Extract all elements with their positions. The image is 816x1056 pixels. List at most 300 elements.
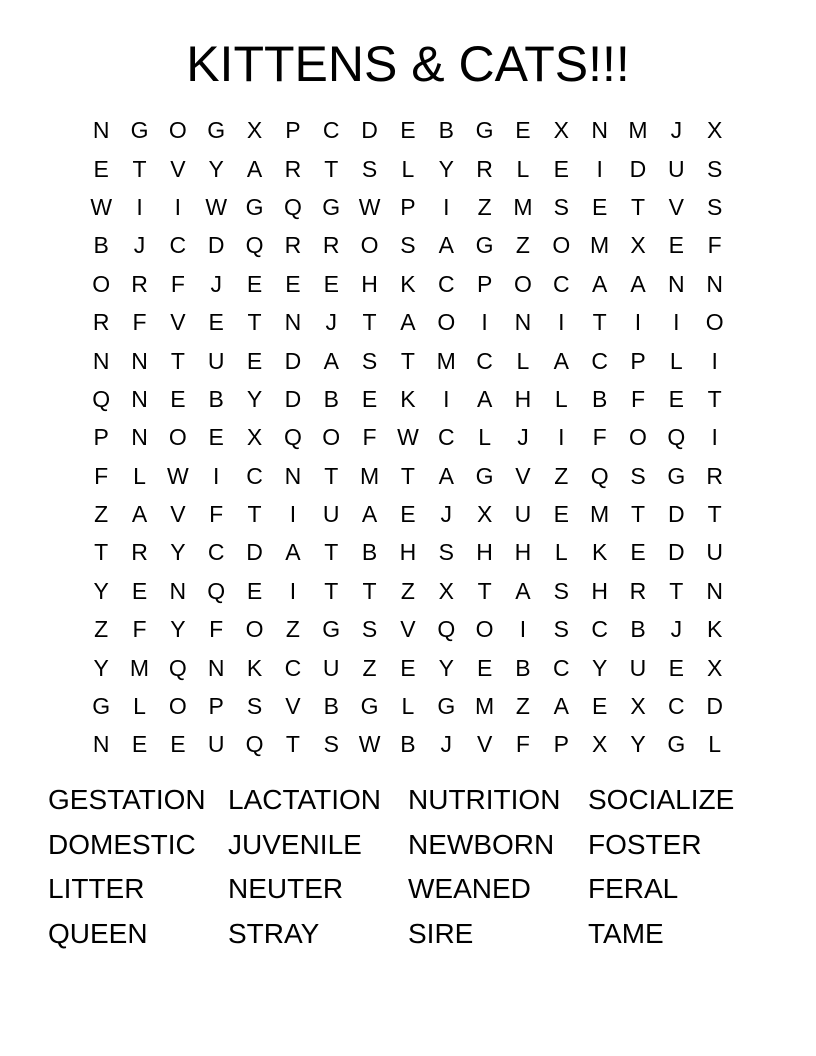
grid-letter: E <box>400 117 416 144</box>
grid-letter: E <box>400 654 416 681</box>
grid-letter: E <box>476 654 493 681</box>
grid-letter: P <box>93 424 109 451</box>
grid-letter: N <box>284 309 302 336</box>
grid-letter: J <box>325 309 337 336</box>
grid-letter: L <box>401 693 415 720</box>
grid-letter: G <box>92 693 111 720</box>
grid-letter: X <box>630 232 646 259</box>
grid-letter: N <box>514 309 532 336</box>
grid-letter: I <box>443 193 450 220</box>
word-list-item: WEANED <box>408 873 531 905</box>
grid-letter: G <box>667 462 686 489</box>
grid-letter: V <box>170 501 186 528</box>
grid-letter: I <box>289 577 297 604</box>
grid-letter: E <box>553 155 569 182</box>
grid-letter: W <box>358 193 381 220</box>
grid-letter: Q <box>283 193 302 220</box>
grid-letter: I <box>558 309 565 336</box>
grid-letter: E <box>400 501 416 528</box>
grid-letter: U <box>706 539 723 566</box>
grid-letter: M <box>129 654 150 681</box>
grid-letter: O <box>92 270 111 297</box>
grid-letter: A <box>285 539 301 566</box>
grid-letter: Y <box>170 616 186 643</box>
grid-letter: S <box>400 232 416 259</box>
grid-letter: E <box>591 193 608 220</box>
grid-letter: E <box>93 155 109 182</box>
grid-letter: T <box>477 577 492 604</box>
grid-letter: H <box>591 577 608 604</box>
grid-letter: V <box>515 462 531 489</box>
grid-letter: A <box>246 155 263 182</box>
grid-letter: M <box>513 193 533 220</box>
grid-letter: U <box>668 155 685 182</box>
grid-letter: E <box>131 731 148 758</box>
grid-letter: E <box>208 424 224 451</box>
grid-letter: I <box>673 309 680 336</box>
grid-letter: C <box>591 347 608 374</box>
grid-letter: R <box>629 577 647 604</box>
grid-letter: E <box>323 270 339 297</box>
grid-letter: F <box>362 424 377 451</box>
grid-letter: K <box>591 539 608 566</box>
grid-letter: Z <box>94 501 109 528</box>
word-list-item: NEUTER <box>228 873 344 905</box>
grid-letter: J <box>210 270 222 297</box>
grid-letter: A <box>323 347 339 374</box>
grid-row <box>82 341 734 379</box>
letter-grid <box>82 111 734 764</box>
grid-letter: J <box>440 731 453 758</box>
word-list-item: LITTER <box>48 873 145 905</box>
grid-row <box>82 188 734 226</box>
grid-letter: Y <box>93 654 109 681</box>
grid-letter: U <box>514 501 532 528</box>
grid-letter: H <box>514 539 532 566</box>
word-list-item: GESTATION <box>48 784 206 815</box>
grid-letter: T <box>132 155 147 182</box>
grid-letter: P <box>285 117 301 144</box>
grid-letter: S <box>246 693 263 720</box>
grid-letter: Y <box>630 731 646 758</box>
grid-letter: S <box>553 577 569 604</box>
grid-letter: V <box>476 731 493 758</box>
grid-letter: N <box>284 462 302 489</box>
grid-letter: R <box>706 462 723 489</box>
grid-letter: V <box>170 155 186 182</box>
grid-letter: F <box>170 270 185 297</box>
grid-letter: X <box>707 654 723 681</box>
grid-letter: I <box>596 155 603 182</box>
grid-letter: X <box>246 424 263 451</box>
grid-letter: A <box>553 693 569 720</box>
grid-letter: L <box>708 731 722 758</box>
grid-row <box>82 687 734 725</box>
grid-letter: W <box>90 193 113 220</box>
grid-letter: A <box>591 270 608 297</box>
grid-letter: O <box>322 424 341 451</box>
grid-letter: Q <box>283 424 302 451</box>
grid-letter: Z <box>285 616 300 643</box>
grid-letter: P <box>208 693 224 720</box>
grid-letter: L <box>133 693 146 720</box>
grid-letter: F <box>209 501 224 528</box>
grid-letter: K <box>707 616 723 643</box>
grid-row <box>82 111 734 149</box>
word-list-item: SOCIALIZE <box>588 784 735 815</box>
grid-letter: T <box>324 577 339 604</box>
grid-letter: T <box>400 347 415 374</box>
word-list-item: STRAY <box>228 918 320 950</box>
grid-letter: R <box>92 309 110 336</box>
grid-row <box>82 725 734 763</box>
grid-row <box>82 610 734 648</box>
grid-letter: E <box>170 385 186 412</box>
grid-letter: F <box>630 385 646 412</box>
grid-row <box>82 495 734 533</box>
grid-letter: D <box>246 539 263 566</box>
word-list-item: NEWBORN <box>408 828 555 860</box>
grid-letter: A <box>400 309 416 336</box>
grid-letter: I <box>443 385 450 412</box>
grid-letter: C <box>591 616 608 643</box>
grid-letter: E <box>668 232 684 259</box>
grid-letter: E <box>591 693 608 720</box>
puzzle-title: KITTENS & CATS!!! <box>186 36 630 92</box>
grid-letter: L <box>133 462 146 489</box>
word-list-item: TAME <box>588 918 664 950</box>
grid-letter: A <box>131 501 148 528</box>
grid-letter: T <box>247 309 262 336</box>
grid-letter: E <box>515 117 531 144</box>
grid-letter: Q <box>245 232 264 259</box>
grid-letter: L <box>516 155 530 182</box>
grid-letter: V <box>668 193 684 220</box>
grid-letter: N <box>668 270 685 297</box>
grid-letter: A <box>438 232 454 259</box>
grid-letter: Z <box>554 462 569 489</box>
grid-letter: Y <box>246 385 263 412</box>
grid-letter: E <box>361 385 378 412</box>
grid-row <box>82 457 734 495</box>
grid-letter: B <box>323 693 339 720</box>
grid-letter: L <box>401 155 415 182</box>
grid-letter: J <box>670 616 683 643</box>
grid-letter: W <box>358 731 381 758</box>
grid-letter: L <box>516 347 530 374</box>
grid-letter: X <box>476 501 493 528</box>
word-list-item: NUTRITION <box>408 784 561 815</box>
word-list <box>48 778 768 957</box>
grid-letter: T <box>362 577 377 604</box>
grid-letter: G <box>475 117 494 144</box>
grid-letter: O <box>168 117 187 144</box>
grid-letter: V <box>170 309 186 336</box>
grid-letter: D <box>284 385 302 412</box>
grid-letter: K <box>400 385 416 412</box>
grid-letter: R <box>131 270 148 297</box>
grid-letter: E <box>630 539 646 566</box>
grid-letter: N <box>131 424 148 451</box>
grid-letter: J <box>133 232 146 259</box>
grid-letter: N <box>169 577 187 604</box>
grid-letter: M <box>359 462 380 489</box>
grid-letter: K <box>400 270 416 297</box>
word-list-item: DOMESTIC <box>48 828 196 860</box>
grid-letter: W <box>397 424 419 451</box>
grid-letter: N <box>92 347 110 374</box>
grid-letter: I <box>634 309 642 336</box>
grid-letter: V <box>285 693 301 720</box>
grid-letter: A <box>553 347 569 374</box>
grid-letter: I <box>711 424 718 451</box>
grid-letter: S <box>361 155 378 182</box>
grid-row <box>82 572 734 610</box>
grid-letter: I <box>519 616 527 643</box>
grid-letter: G <box>667 731 686 758</box>
grid-letter: O <box>629 424 647 451</box>
grid-letter: N <box>92 731 110 758</box>
grid-letter: X <box>246 117 263 144</box>
grid-letter: L <box>554 539 568 566</box>
grid-letter: D <box>668 501 685 528</box>
grid-letter: U <box>322 501 340 528</box>
grid-letter: F <box>209 616 224 643</box>
grid-letter: L <box>554 385 568 412</box>
grid-letter: Q <box>245 731 264 758</box>
grid-letter: F <box>94 462 109 489</box>
grid-row <box>82 380 734 418</box>
grid-letter: D <box>629 155 647 182</box>
grid-letter: B <box>400 731 416 758</box>
grid-letter: E <box>246 577 263 604</box>
grid-letter: O <box>245 616 264 643</box>
grid-letter: Q <box>667 424 686 451</box>
grid-letter: T <box>362 309 377 336</box>
grid-letter: A <box>630 270 646 297</box>
grid-letter: Z <box>515 232 530 259</box>
grid-letter: A <box>361 501 378 528</box>
grid-row <box>82 226 734 264</box>
grid-row <box>82 303 734 341</box>
grid-letter: R <box>322 232 340 259</box>
word-list-item: FERAL <box>588 873 679 905</box>
grid-letter: G <box>207 117 226 144</box>
grid-letter: U <box>322 654 340 681</box>
grid-letter: X <box>553 117 569 144</box>
grid-letter: S <box>707 155 723 182</box>
grid-letter: O <box>514 270 532 297</box>
grid-letter: N <box>92 117 110 144</box>
grid-letter: C <box>169 232 187 259</box>
grid-letter: N <box>131 385 148 412</box>
grid-letter: F <box>592 424 607 451</box>
grid-letter: G <box>245 193 264 220</box>
grid-letter: M <box>590 501 610 528</box>
grid-letter: B <box>515 654 531 681</box>
grid-letter: C <box>552 654 570 681</box>
grid-letter: S <box>438 539 454 566</box>
grid-letter: C <box>284 654 302 681</box>
grid-row <box>82 533 734 571</box>
grid-letter: H <box>399 539 417 566</box>
grid-letter: N <box>591 117 608 144</box>
word-list-item: QUEEN <box>48 918 148 950</box>
grid-letter: O <box>437 309 456 336</box>
grid-letter: S <box>361 347 378 374</box>
grid-letter: Y <box>591 654 608 681</box>
grid-letter: L <box>669 347 683 374</box>
grid-letter: X <box>591 731 608 758</box>
grid-letter: M <box>436 347 456 374</box>
grid-letter: B <box>630 616 646 643</box>
grid-letter: C <box>552 270 570 297</box>
grid-letter: E <box>131 577 148 604</box>
grid-letter: I <box>558 424 565 451</box>
grid-letter: J <box>670 117 683 144</box>
grid-letter: S <box>361 616 378 643</box>
grid-letter: B <box>323 385 339 412</box>
grid-letter: I <box>711 347 718 374</box>
grid-letter: T <box>324 155 339 182</box>
grid-letter: B <box>93 232 109 259</box>
grid-letter: U <box>207 347 225 374</box>
grid-row <box>82 149 734 187</box>
grid-letter: B <box>591 385 608 412</box>
grid-letter: Q <box>590 462 609 489</box>
grid-row <box>82 418 734 456</box>
grid-letter: R <box>284 155 302 182</box>
grid-letter: U <box>207 731 225 758</box>
grid-letter: C <box>207 539 225 566</box>
grid-letter: F <box>132 309 147 336</box>
grid-letter: G <box>475 462 494 489</box>
grid-letter: T <box>324 539 339 566</box>
grid-letter: B <box>361 539 378 566</box>
grid-letter: Q <box>437 616 456 643</box>
grid-letter: G <box>360 693 379 720</box>
grid-letter: O <box>552 232 571 259</box>
grid-letter: T <box>669 577 684 604</box>
grid-letter: F <box>515 731 530 758</box>
grid-letter: E <box>246 347 263 374</box>
grid-letter: Z <box>94 616 109 643</box>
grid-letter: I <box>289 501 297 528</box>
grid-letter: I <box>213 462 220 489</box>
grid-letter: G <box>130 117 149 144</box>
grid-letter: R <box>476 155 493 182</box>
grid-letter: C <box>437 270 455 297</box>
grid-letter: S <box>707 193 723 220</box>
grid-letter: T <box>400 462 415 489</box>
grid-letter: M <box>590 232 610 259</box>
grid-letter: O <box>168 424 187 451</box>
grid-letter: B <box>438 117 454 144</box>
grid-letter: F <box>132 616 147 643</box>
grid-letter: H <box>514 385 532 412</box>
grid-letter: Q <box>207 577 226 604</box>
grid-letter: T <box>592 309 607 336</box>
grid-letter: C <box>668 693 685 720</box>
grid-letter: T <box>707 385 722 412</box>
grid-letter: T <box>324 462 339 489</box>
grid-letter: E <box>668 385 684 412</box>
grid-letter: C <box>476 347 493 374</box>
grid-letter: D <box>207 232 225 259</box>
grid-letter: I <box>136 193 143 220</box>
grid-letter: P <box>630 347 646 374</box>
grid-letter: M <box>475 693 495 720</box>
grid-letter: N <box>207 654 225 681</box>
grid-letter: T <box>707 501 722 528</box>
grid-letter: Z <box>362 654 377 681</box>
grid-letter: O <box>705 309 724 336</box>
grid-letter: Q <box>92 385 111 412</box>
grid-letter: R <box>284 232 302 259</box>
grid-letter: T <box>630 193 646 220</box>
grid-letter: X <box>438 577 454 604</box>
grid-letter: J <box>517 424 529 451</box>
word-list-item: JUVENILE <box>228 828 362 860</box>
grid-letter: Z <box>477 193 492 220</box>
grid-letter: S <box>553 193 569 220</box>
grid-letter: Y <box>438 155 454 182</box>
grid-letter: K <box>246 654 263 681</box>
grid-letter: A <box>438 462 454 489</box>
grid-letter: U <box>629 654 647 681</box>
grid-letter: E <box>285 270 301 297</box>
grid-letter: D <box>361 117 378 144</box>
grid-letter: F <box>707 232 722 259</box>
grid-letter: D <box>706 693 723 720</box>
grid-letter: N <box>706 577 723 604</box>
grid-letter: Y <box>208 155 224 182</box>
grid-letter: S <box>323 731 339 758</box>
grid-letter: R <box>131 539 148 566</box>
grid-letter: A <box>476 385 493 412</box>
grid-letter: T <box>247 501 262 528</box>
grid-letter: B <box>208 385 224 412</box>
grid-letter: G <box>322 616 341 643</box>
grid-letter: L <box>478 424 491 451</box>
grid-letter: P <box>476 270 493 297</box>
grid-letter: O <box>360 232 379 259</box>
grid-letter: X <box>630 693 646 720</box>
grid-letter: Y <box>93 577 109 604</box>
grid-letter: A <box>515 577 531 604</box>
grid-letter: N <box>131 347 148 374</box>
grid-letter: C <box>437 424 455 451</box>
grid-letter: E <box>208 309 224 336</box>
grid-letter: I <box>481 309 488 336</box>
grid-letter: O <box>168 693 187 720</box>
grid-letter: T <box>94 539 109 566</box>
grid-letter: H <box>361 270 378 297</box>
grid-letter: E <box>170 731 186 758</box>
grid-letter: H <box>476 539 493 566</box>
word-list-item: SIRE <box>408 918 474 950</box>
grid-letter: D <box>668 539 685 566</box>
word-list-item: LACTATION <box>228 784 381 815</box>
grid-letter: Y <box>170 539 186 566</box>
grid-letter: P <box>553 731 569 758</box>
grid-row <box>82 265 734 303</box>
grid-letter: E <box>668 654 684 681</box>
grid-letter: T <box>285 731 300 758</box>
grid-letter: W <box>167 462 189 489</box>
grid-letter: Q <box>168 654 187 681</box>
grid-letter: W <box>205 193 228 220</box>
